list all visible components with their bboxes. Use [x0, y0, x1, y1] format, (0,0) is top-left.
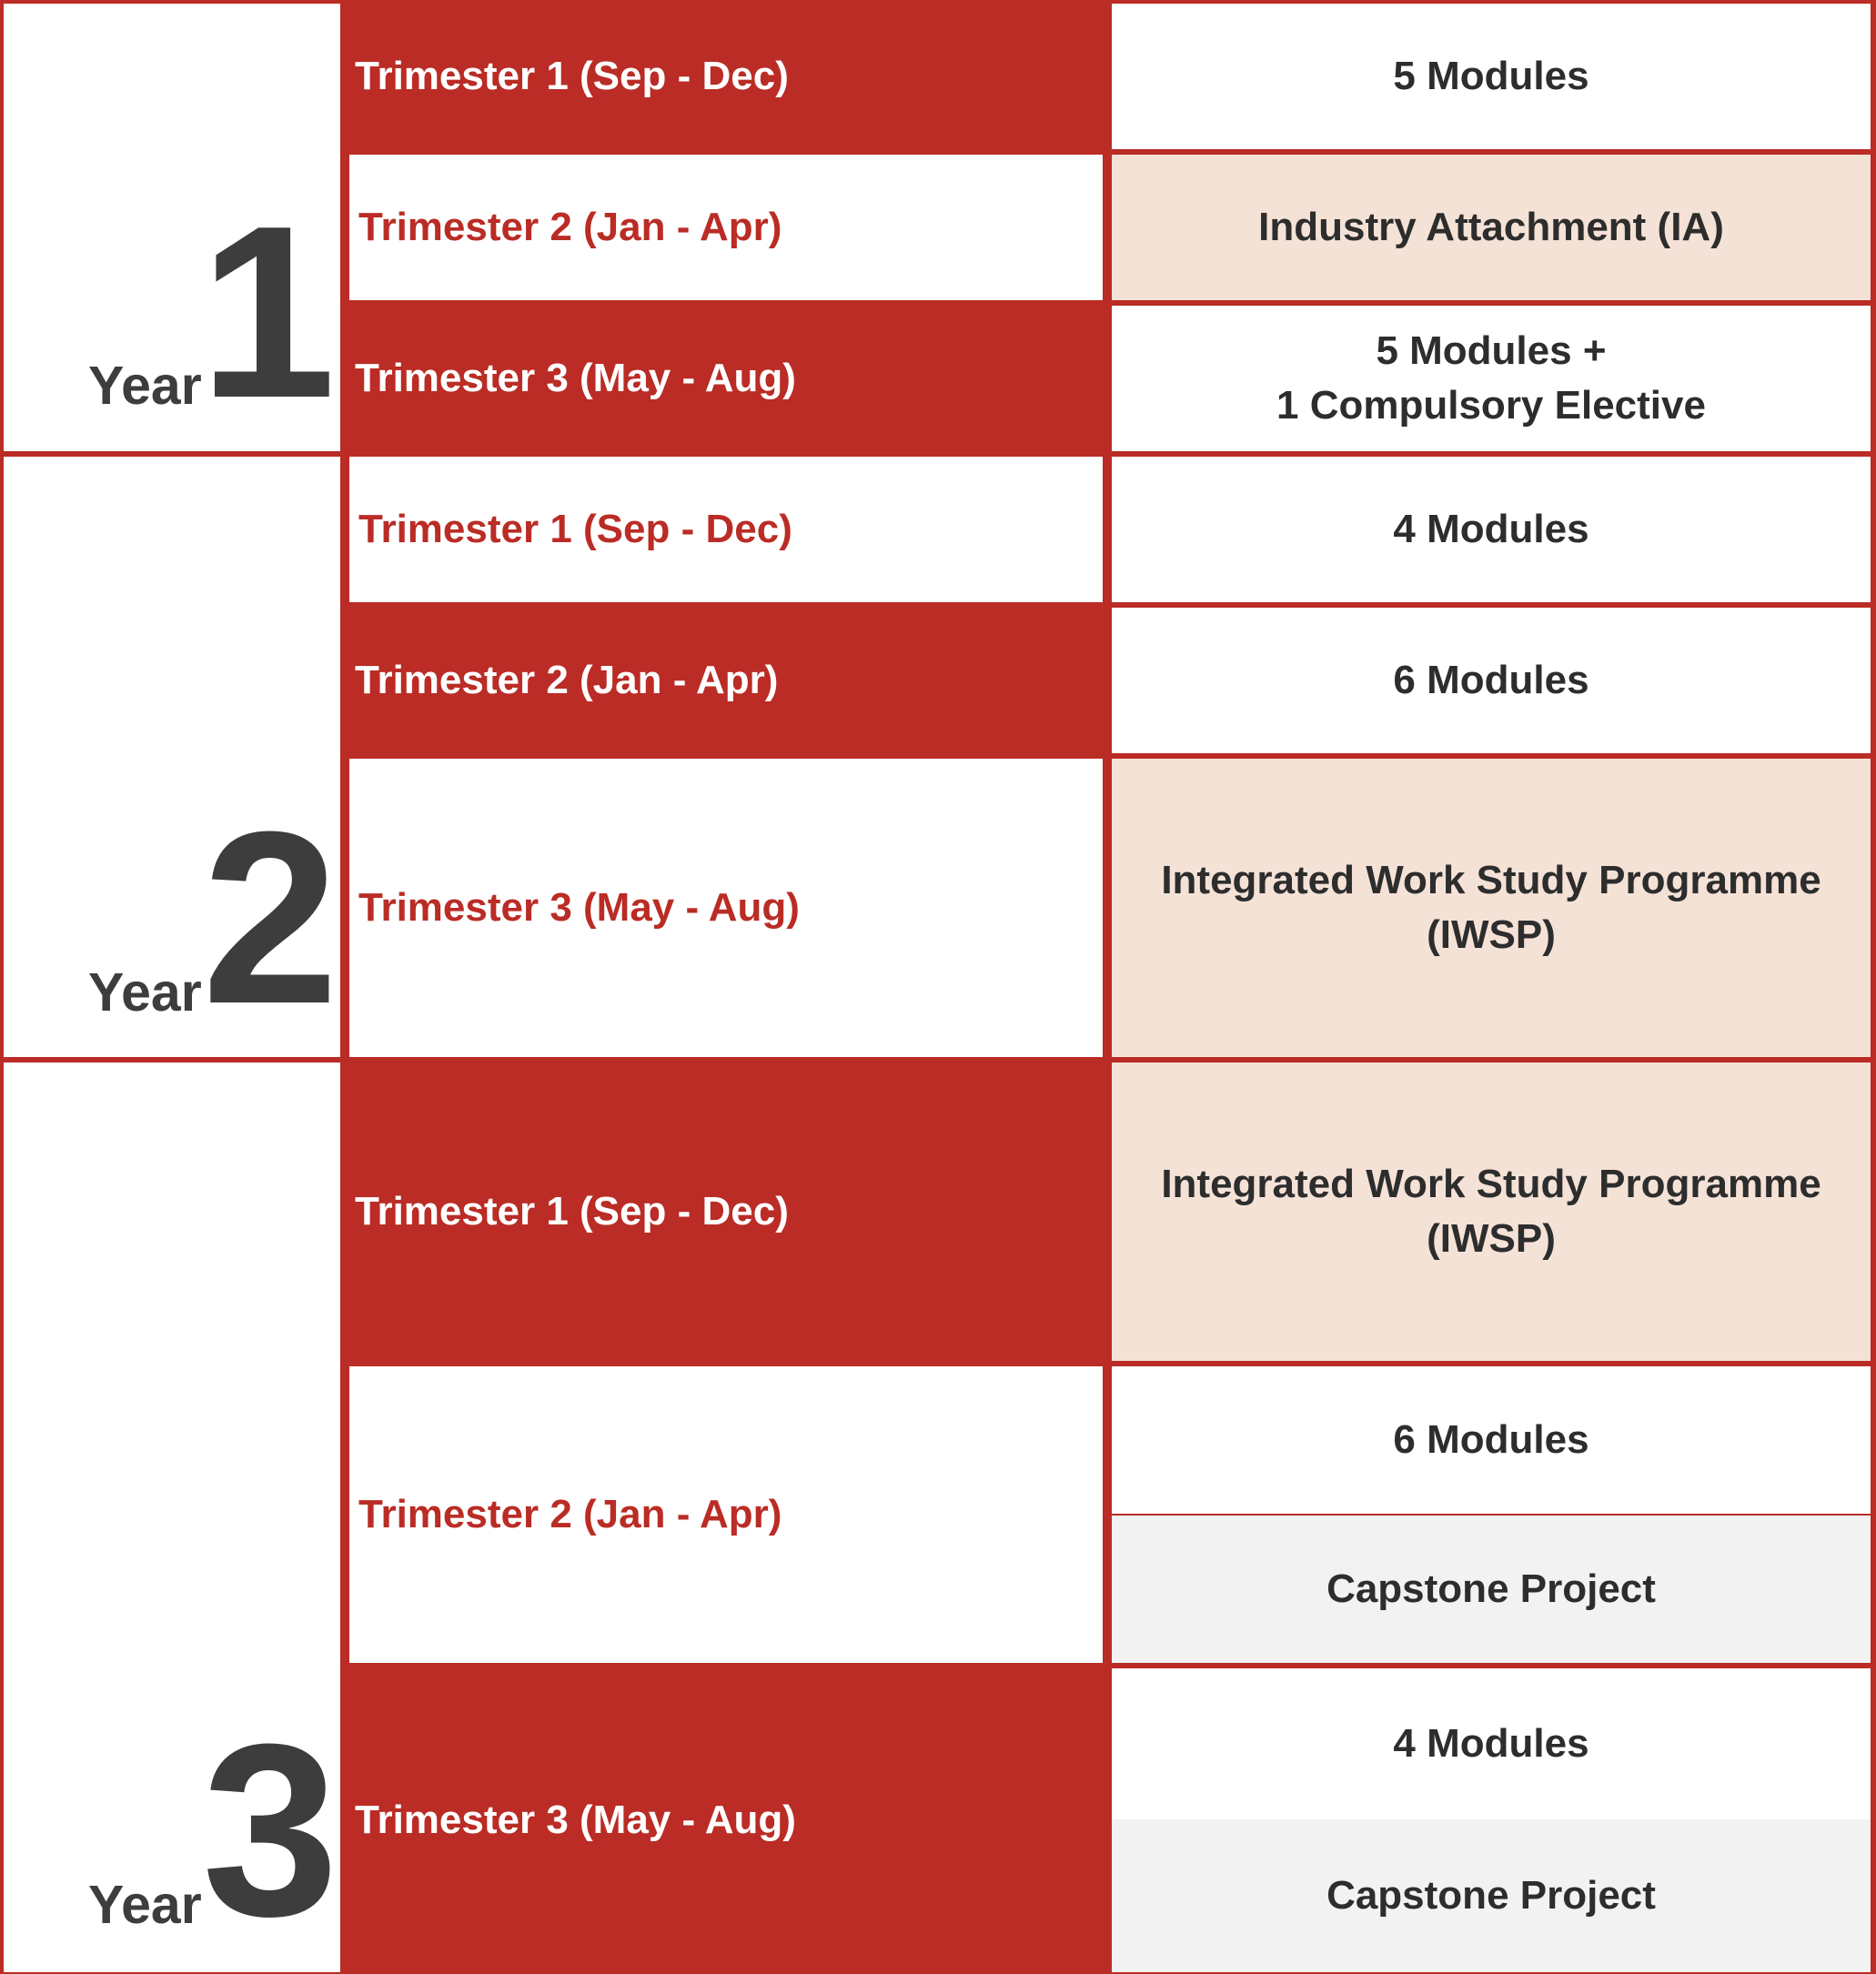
year-2-trimester-3-content [1112, 759, 1871, 1057]
year-1-block [4, 4, 340, 451]
content-line: Industry Attachment (IA) [1258, 205, 1724, 249]
year-2-number: 2 [202, 781, 339, 1055]
year-1-trimester-3-content [1112, 306, 1871, 451]
content-line: Capstone Project [1326, 1566, 1656, 1611]
content-line: (IWSP) [1427, 912, 1556, 957]
year-3-number: 3 [202, 1694, 339, 1968]
content-line: Capstone Project [1326, 1873, 1656, 1918]
year-3-trimester-3: Trimester 3 (May - Aug) [346, 1668, 1108, 1972]
content-line: Integrated Work Study Programme [1161, 1162, 1821, 1206]
year-2-label: Year [88, 962, 202, 1022]
content-line: (IWSP) [1427, 1216, 1556, 1261]
year-1-trimester-3: Trimester 3 (May - Aug) [346, 306, 1108, 451]
year-3-label: Year [88, 1875, 202, 1935]
year-1-trimester-2-content [1112, 155, 1871, 300]
year-2-trimester-2-content [1112, 608, 1871, 753]
year-1-number: 1 [199, 176, 337, 449]
content-line: 6 Modules [1393, 658, 1589, 702]
year-2-trimester-2: Trimester 2 (Jan - Apr) [346, 608, 1108, 753]
year-2-trimester-1-content [1112, 457, 1871, 602]
year-3-trimester-1-content [1112, 1063, 1871, 1361]
content-line: 5 Modules + [1376, 328, 1607, 373]
year-1-label: Year [88, 356, 202, 416]
year-1-trimester-1-content [1112, 4, 1871, 149]
content-line: 4 Modules [1393, 1721, 1589, 1766]
year-3-trimester-3-capstone [1112, 1819, 1871, 1972]
year-3-trimester-2: Trimester 2 (Jan - Apr) [349, 1366, 1103, 1663]
year-3-trimester-2-capstone [1112, 1516, 1871, 1663]
year-2-trimester-1: Trimester 1 (Sep - Dec) [349, 457, 1103, 602]
year-3-block [4, 1063, 340, 1972]
year-3-trimester-2-content [1112, 1366, 1871, 1514]
year-1-trimester-1: Trimester 1 (Sep - Dec) [346, 4, 1108, 149]
content-line: 6 Modules [1393, 1417, 1589, 1462]
year-3-trimester-3-content [1112, 1668, 1871, 1819]
content-line: Integrated Work Study Programme [1161, 858, 1821, 902]
content-line: 5 Modules [1393, 54, 1589, 98]
content-line: 4 Modules [1393, 507, 1589, 551]
content-line: 1 Compulsory Elective [1276, 383, 1706, 428]
year-2-block [4, 457, 340, 1057]
year-2-trimester-3: Trimester 3 (May - Aug) [349, 759, 1103, 1057]
year-3-trimester-1: Trimester 1 (Sep - Dec) [346, 1063, 1108, 1361]
year-1-trimester-2: Trimester 2 (Jan - Apr) [349, 155, 1103, 300]
